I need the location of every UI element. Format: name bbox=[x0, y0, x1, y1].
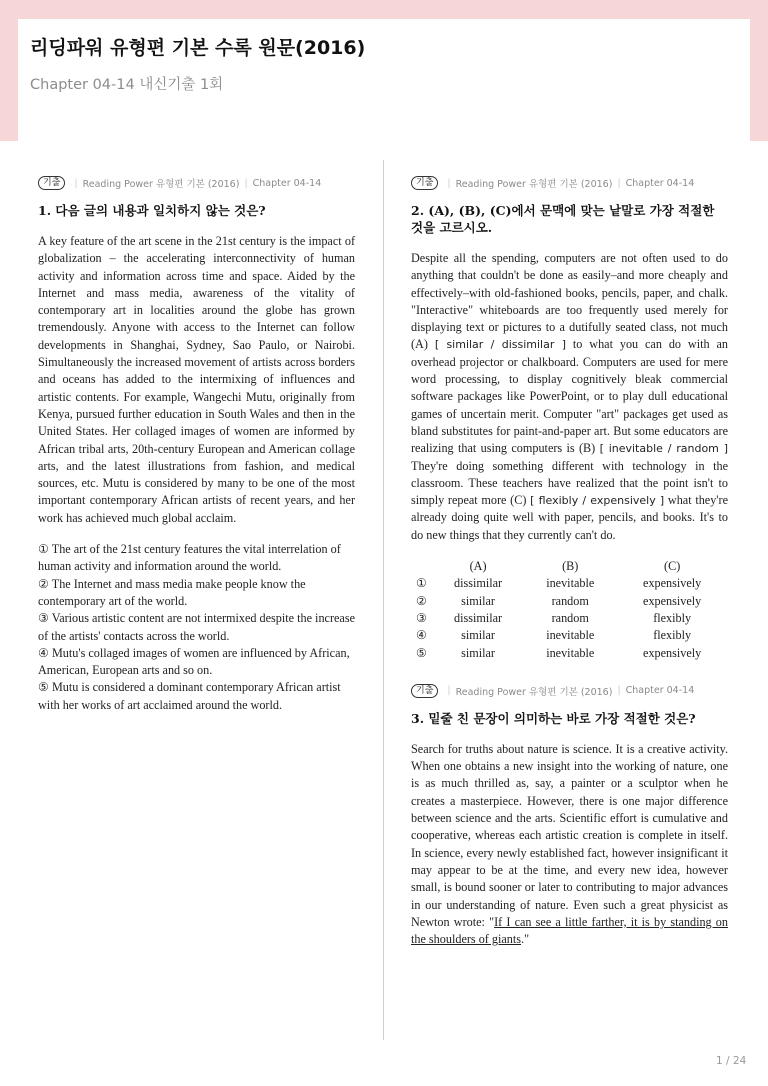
exam-badge: 기출 bbox=[411, 176, 438, 190]
table-row bbox=[411, 645, 728, 662]
table-cell: inevitable bbox=[546, 645, 595, 660]
passage-part: They're doing something different with technology in the classroom. These teachers have realized that the point isn't to simply repeat more (C) bbox=[411, 458, 728, 508]
table-header bbox=[411, 558, 432, 575]
table-row bbox=[411, 610, 728, 627]
page-number: 1 / 24 bbox=[716, 1055, 747, 1067]
table-row bbox=[411, 593, 728, 610]
table-cell: expensively bbox=[643, 576, 702, 591]
choice-4: ④ Mutu's collaged images of women are influenced by African, American, European arts and so on. bbox=[38, 645, 350, 678]
table-cell: ⑤ bbox=[416, 645, 427, 660]
question-1-meta bbox=[38, 176, 355, 190]
separator: | bbox=[447, 685, 451, 697]
table-cell: ② bbox=[416, 593, 427, 608]
right-column bbox=[411, 176, 728, 962]
table-cell: dissimilar bbox=[454, 576, 503, 591]
table-cell: expensively bbox=[643, 593, 702, 608]
separator: | bbox=[447, 177, 451, 189]
passage-part: to what you can do with an overhead projector or chalkboard. Computers are used for mere word processing, to display cognitively bleak commercial software packages like PowerPoint, or to play dull educational games of uncertain merit. Computer "art" packages get used as bland substitutes for paint-and-paper art. But some educators are realizing that using computers is (B) bbox=[411, 337, 728, 456]
table-cell: flexibly bbox=[653, 610, 692, 625]
document-title: 리딩파워 유형편 기본 수록 원문(2016) bbox=[30, 37, 366, 59]
document-subtitle: Chapter 04-14 내신기출 1회 bbox=[30, 77, 224, 93]
table-cell: random bbox=[551, 593, 589, 608]
question-1-choices bbox=[38, 541, 355, 714]
table-cell: similar bbox=[461, 645, 495, 660]
blank-a: [ similar / dissimilar ] bbox=[434, 338, 566, 352]
table-cell: dissimilar bbox=[454, 610, 503, 625]
column-divider bbox=[383, 160, 384, 1040]
source-label: Reading Power 유형편 기본 (2016) bbox=[455, 686, 613, 698]
choice-2: ② The Internet and mass media make people know the contemporary art of the world. bbox=[38, 576, 306, 608]
separator: | bbox=[74, 177, 78, 189]
table-header: (A) bbox=[469, 559, 487, 574]
table-row bbox=[411, 575, 728, 592]
question-3-passage bbox=[411, 741, 728, 949]
separator: | bbox=[617, 177, 621, 189]
table-cell: similar bbox=[461, 593, 495, 608]
question-3-title: 3. 밑줄 친 문장이 의미하는 바로 가장 적절한 것은? bbox=[411, 710, 696, 726]
choice-5: ⑤ Mutu is considered a dominant contemporary African artist with her works of art acclaimed around the world. bbox=[38, 680, 341, 712]
table-cell: ③ bbox=[416, 610, 427, 625]
blank-c: [ flexibly / expensively ] bbox=[530, 494, 665, 508]
question-1-passage: A key feature of the art scene in the 21st century is the impact of globalization – the accelerating interconnectivity of human activity and information across time and space. Aided by the Internet and mass media, awareness of the vitality of contemporary art in localities around the globe has grown tremendously. Anyone with access to the Internet can follow developments in Shanghai, Sydney, Sao Paulo, or Nairobi. Simultaneously the increased movement of artists across borders and oceans has added to the intermixing of influences and artistic contents. For example, Wangechi Mutu, originally from Kenya, pursued further education in South Wales and then in the United States. Her collaged images of women are informed by African tribal arts, 20th-century European and American collage arts, and the latest illustrations from fashion, and medical sources, etc. Mutu is considered by many to be one of the most important contemporary African artists of recent years, and her work has achieved much global acclaim. bbox=[38, 234, 355, 525]
question-3-meta bbox=[411, 684, 728, 698]
table-cell: flexibly bbox=[653, 628, 692, 643]
table-cell: inevitable bbox=[546, 628, 595, 643]
table-header: (C) bbox=[664, 559, 681, 574]
table-cell: inevitable bbox=[546, 576, 595, 591]
passage-end: ." bbox=[521, 932, 530, 947]
choice-3: ③ Various artistic content are not intermixed despite the increase of the artists' contacts across the world. bbox=[38, 611, 355, 643]
exam-badge: 기출 bbox=[411, 684, 438, 698]
passage-part: what they're already doing quite well with paper, pencils, and books. It's to do new things that they currently can't do. bbox=[411, 493, 728, 542]
table-cell: random bbox=[551, 610, 589, 625]
underlined-sentence: If I can see a little farther, it is by standing on the shoulders of giants bbox=[411, 914, 728, 947]
separator: | bbox=[617, 685, 621, 697]
chapter-label: Chapter 04-14 bbox=[625, 685, 695, 697]
passage-text: Search for truths about nature is science. It is a creative activity. When one obtains a new insight into the working of nature, one is as much thrilled as, say, a painter or a sculptor when he creates a masterpiece. However, there is one major difference between science and the arts. Scientific effort is cumulative and cooperative, whereas each artistic creation is complete in itself. In science, every newly established fact, however insignificant it may appear to be at the time, and every new idea, however small, is bound sooner or later to contributing to major advances in our understanding of nature. Even such a great physicist as Newton wrote: " bbox=[411, 741, 728, 929]
left-column bbox=[38, 176, 355, 714]
question-2-meta bbox=[411, 176, 728, 190]
table-row bbox=[411, 627, 728, 644]
table-cell: expensively bbox=[643, 645, 702, 660]
separator: | bbox=[244, 177, 248, 189]
source-label: Reading Power 유형편 기본 (2016) bbox=[455, 179, 613, 190]
table-cell: ④ bbox=[416, 628, 427, 643]
table-cell: similar bbox=[461, 628, 495, 643]
chapter-label: Chapter 04-14 bbox=[625, 177, 695, 189]
table-header: (B) bbox=[562, 559, 579, 574]
blank-b: [ inevitable / random ] bbox=[599, 442, 728, 456]
passage-part: Despite all the spending, computers are not often used to do anything that couldn't be done as easily–and more cheaply and effectively–with old-fashioned books, pencils, paper, and chalk. "Interactive" whiteboards are too frequently used merely for displaying text or pictures to a dutifully seated class, not much (A) bbox=[411, 251, 728, 352]
question-2-title: 2. (A), (B), (C)에서 문맥에 맞는 낱말로 가장 적절한 것을 고르시오. bbox=[411, 203, 715, 235]
table-header-row bbox=[411, 558, 728, 575]
chapter-label: Chapter 04-14 bbox=[252, 177, 322, 189]
source-label: Reading Power 유형편 기본 (2016) bbox=[82, 179, 240, 190]
exam-badge: 기출 bbox=[38, 176, 65, 190]
choice-1: ① The art of the 21st century features the vital interrelation of human activity and information around the world. bbox=[38, 542, 341, 574]
question-1-title: 1. 다음 글의 내용과 일치하지 않는 것은? bbox=[38, 203, 266, 218]
table-cell: ① bbox=[416, 576, 427, 591]
answer-table bbox=[411, 558, 728, 662]
question-2-passage bbox=[411, 250, 728, 544]
